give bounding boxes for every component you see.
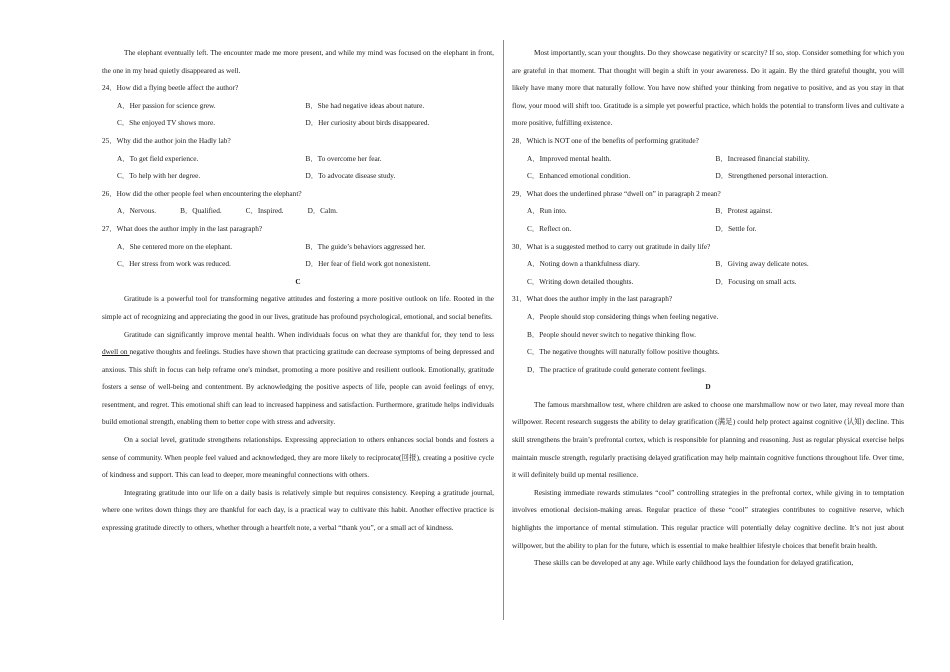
option-b: B．People should never switch to negative thinking flow. [527,329,696,339]
option-c: C．Enhanced emotional condition. [527,171,631,181]
passage-b-last-paragraph: The elephant eventually left. The encounter made me more present, and while my mind was focused on the elephant in front, the one in my head quietly disappeared as well. [102,48,494,75]
option-a: A．Her passion for science grew. [117,100,216,110]
question-26-options [102,202,494,220]
passage-c-paragraph-1: Gratitude is a powerful tool for transforming negative attitudes and fostering a more positive outlook on life. Rooted in the simple act of recognizing and appreciating the good in our lives, gratitude has profound psychological, emotional, and social benefits. [102,294,494,321]
question-25-options [102,150,494,185]
question-24-options [102,97,494,132]
option-b: B．To overcome her fear. [305,153,382,163]
section-heading-d: D [705,382,711,392]
question-31: 31．What does the author imply in the last paragraph? [512,294,673,304]
right-column [512,44,904,572]
question-29: 29．What does the underlined phrase “dwell on” in paragraph 2 mean? [512,188,721,198]
underlined-phrase: dwell on [102,347,130,357]
passage-c-paragraph-4: Integrating gratitude into our life on a daily basis is relatively simple but requires consistency. Keeping a gratitude journal, where one writes down things they are thankful for each day, is a practical way to cultivate this habit. Another effective practice is expressing gratitude directly to others, whether through a heartfelt note, a verbal “thank you”, or a small act of kindness. [102,487,494,533]
option-a: A．Run into. [527,206,567,216]
question-26: 26．How did the other people feel when encountering the elephant? [102,188,302,198]
question-30-options [512,255,904,290]
option-d: D．Strengthened personal interaction. [715,171,828,181]
question-29-options [512,202,904,237]
section-heading-c: C [295,276,301,286]
option-b: B．Increased financial stability. [715,153,810,163]
option-c: C．Reflect on. [527,223,572,233]
option-b: B．Protest against. [715,206,773,216]
option-c: C．To help with her degree. [117,171,201,181]
option-a: A．Nervous. [117,206,157,216]
option-b: B．Giving away delicate notes. [715,259,809,269]
option-d: D．Her curiosity about birds disappeared. [305,118,430,128]
option-b: B．The guide’s behaviors aggressed her. [305,241,426,251]
option-c: C．Her stress from work was reduced. [117,259,231,269]
left-column [102,44,494,537]
paragraph-2-rest: negative thoughts and feelings. Studies have shown that practicing gratitude can decrease symptoms of being depressed and anxious. This shift in focus can help reframe one's mindset, promoting a more positive and resilient outlook. Emotionally, gratitude fosters a sense of well-being and contentment. By acknowledging the positive aspects of life, people can avoid feelings of envy, resentment, and regret. This emotional shift can lead to increased happiness and satisfaction. Furthermore, gratitude helps individuals build emotional strength, enabling them to better cope with stress and adversity. [102,347,494,427]
question-28: 28．Which is NOT one of the benefits of performing gratitude? [512,135,699,145]
option-a: A．Noting down a thankfulness diary. [527,259,640,269]
passage-c-paragraph-2 [102,326,494,432]
question-27-options [102,238,494,273]
option-a: A．She centered more on the elephant. [117,241,233,251]
passage-c-paragraph-5: Most importantly, scan your thoughts. Do they showcase negativity or scarcity? If so, stop. Consider something for which you are grateful in that moment. That thought will begin a shift in your awareness. Do it again. By the third grateful thought, you will likely have many more that naturally follow. You have now shifted your thinking from negative to positive, and as you stay in that flow, your mood will shift too. Gratitude is a simple yet powerful practice, which holds the potential to transform lives and cultivate a more positive, fulfilling existence. [512,48,904,128]
option-b: B．She had negative ideas about nature. [305,100,425,110]
question-31-options [512,308,904,378]
passage-d-paragraph-3: These skills can be developed at any age. While early childhood lays the foundation for delayed gratification, [534,558,854,568]
column-divider [503,40,504,620]
option-c: C．Inspired. [245,206,284,216]
option-d: D．Her fear of field work got nonexistent. [305,259,431,269]
option-d: D．Focusing on small acts. [715,276,797,286]
option-d: D．Settle for. [715,223,757,233]
option-d: D．Calm. [307,206,338,216]
paragraph-2-start: Gratitude can significantly improve mental health. When individuals focus on what they are thankful for, they tend to less [124,329,494,339]
option-d: D．To advocate disease study. [305,171,396,181]
question-24: 24．How did a flying beetle affect the author? [102,83,239,93]
option-c: C．The negative thoughts will naturally follow positive thoughts. [527,347,720,357]
question-30: 30．What is a suggested method to carry out gratitude in daily life? [512,241,711,251]
passage-d-paragraph-2: Resisting immediate rewards stimulates “cool” controlling strategies in the prefrontal cortex, while giving in to temptation involves emotional decision-making areas. Regular practice of these “cool” strategies contributes to cognitive reserve, which highlights the importance of mental stimulation. This regular practice will potentially delay cognitive decline. It’s not just about willpower, but the ability to plan for the future, which is essential to make healthier lifestyle choices that benefit brain health. [512,487,904,550]
option-c: C．Writing down detailed thoughts. [527,276,634,286]
option-b: B．Qualified. [180,206,222,216]
passage-d-paragraph-1: The famous marshmallow test, where children are asked to choose one marshmallow now or two later, may reveal more than willpower. Recent research suggests the ability to delay gratification (满足) could help protect against cognitive (认知) decline. This skill strengthens the brain’s prefrontal cortex, which is responsible for planning and reasoning. Just as regular physical exercise helps maintain muscle strength, regularly practising delayed gratification may help maintain cognitive functions throughout life. Over time, it will definitely build up mental resilience. [512,399,904,480]
option-a: A．Improved mental health. [527,153,612,163]
question-25: 25．Why did the author join the Hadly lab? [102,135,231,145]
option-d: D．The practice of gratitude could generate content feelings. [527,364,707,374]
option-a: A．People should stop considering things when feeling negative. [527,311,719,321]
option-c: C．She enjoyed TV shows more. [117,118,216,128]
passage-c-paragraph-3: On a social level, gratitude strengthens relationships. Expressing appreciation to others enhances social bonds and fosters a sense of community. When people feel valued and acknowledged, they are more likely to reciprocate(回报), creating a positive cycle of kindness and support. This can lead to deeper, more meaningful connections with others. [102,435,494,480]
question-27: 27．What does the author imply in the last paragraph? [102,223,263,233]
option-a: A．To get field experience. [117,153,199,163]
question-28-options [512,150,904,185]
